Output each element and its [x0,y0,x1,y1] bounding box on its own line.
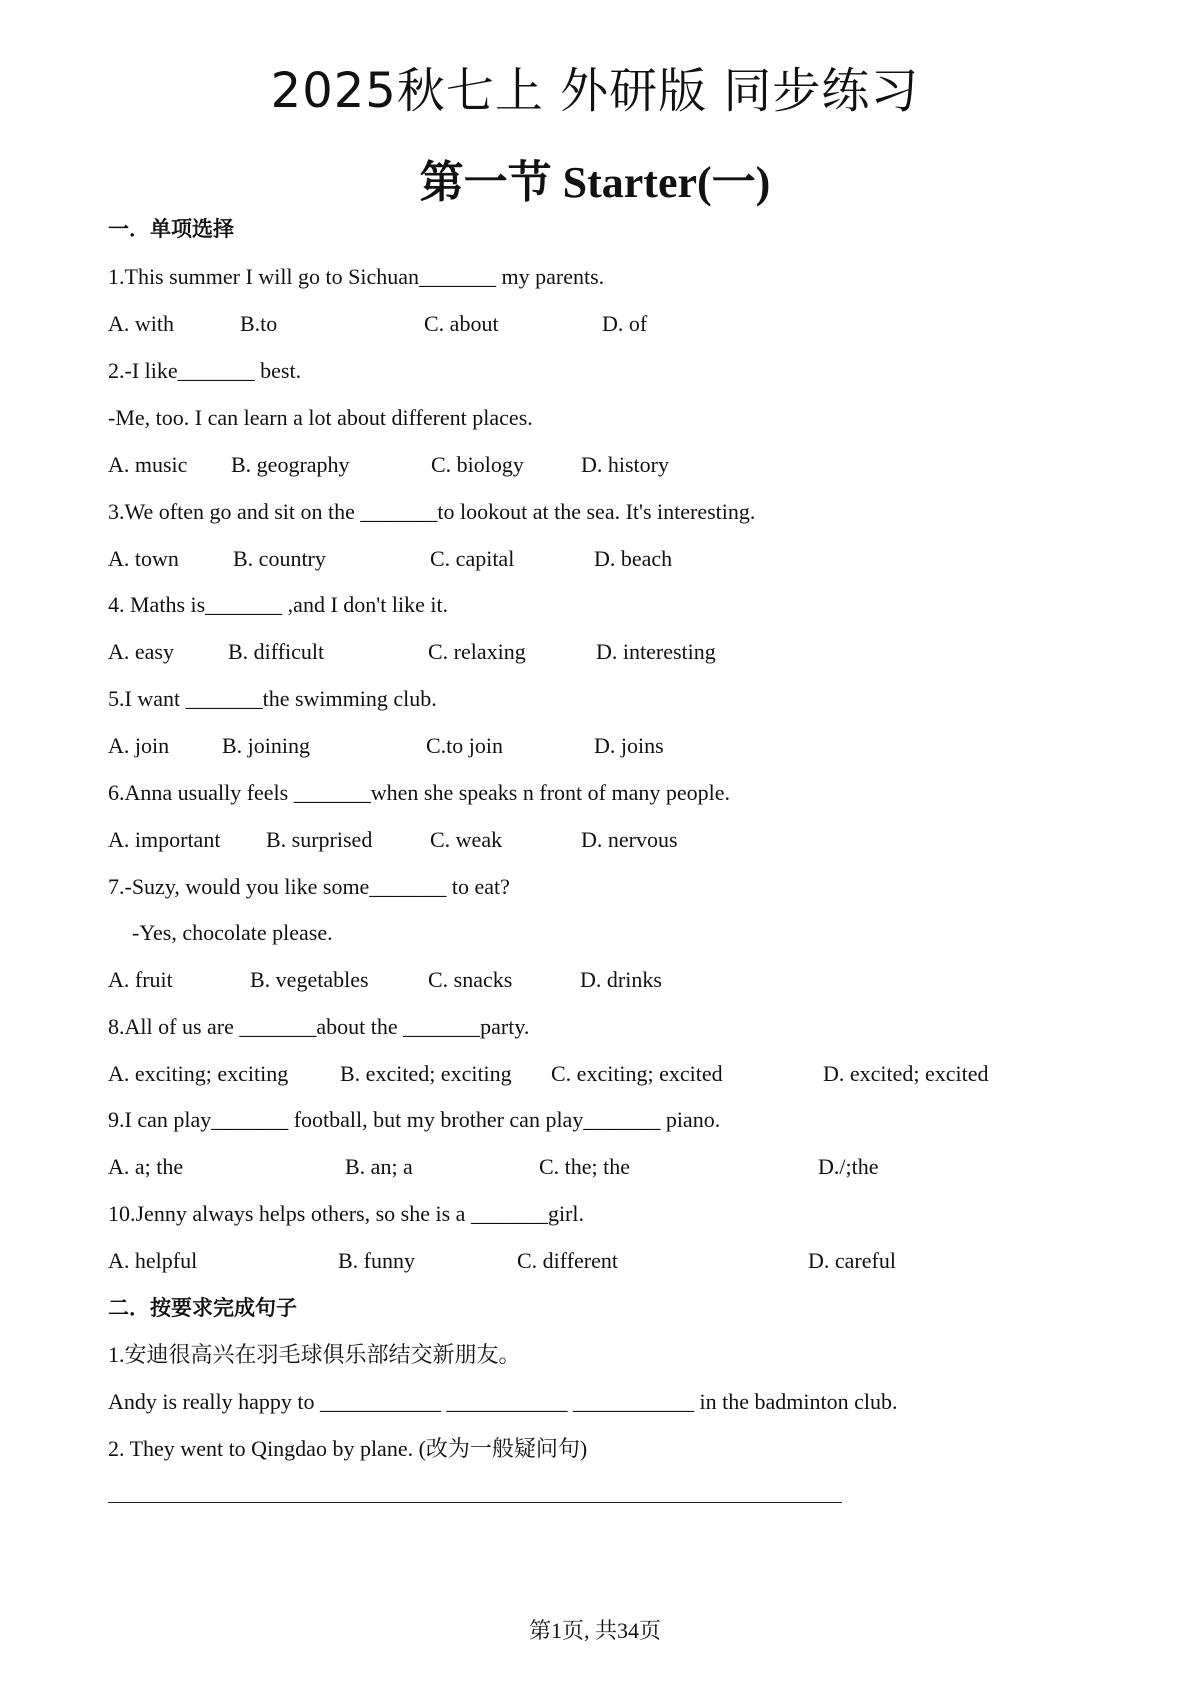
q9-option-c: C. the; the [539,1154,631,1179]
q7-option-d: D. drinks [580,967,662,992]
part2-item-2-prompt: 2. They went to Qingdao by plane. (改为一般疑问句) [108,1436,588,1461]
q7-option-a: A. fruit [108,967,173,992]
question-7-reply: -Yes, chocolate please. [132,920,333,945]
q6-option-a: A. important [108,827,221,852]
q4-option-b: B. difficult [228,639,325,664]
q8-option-d: D. excited; excited [823,1061,989,1086]
section-title: 第一节 Starter(一) [419,158,771,207]
q5-option-b: B. joining [222,733,311,758]
q4-option-c: C. relaxing [428,639,526,664]
part2-item-1-answer: Andy is really happy to ___________ ___________ ___________ in the badminton club. [108,1389,898,1414]
question-2: 2.-I like_______ best. [108,358,302,383]
question-3: 3.We often go and sit on the _______to lookout at the sea. It's interesting. [108,499,756,524]
q8-option-a: A. exciting; exciting [108,1061,289,1086]
question-8: 8.All of us are _______about the _______party. [108,1014,530,1039]
q7-option-c: C. snacks [428,967,513,992]
q9-option-b: B. an; a [345,1154,413,1179]
q3-option-d: D. beach [594,546,673,571]
answer-line [108,1502,842,1503]
page-number: 第1页, 共34页 [528,1618,661,1643]
q8-option-c: C. exciting; excited [551,1061,723,1086]
question-2-reply: -Me, too. I can learn a lot about different places. [108,405,533,430]
question-6: 6.Anna usually feels _______when she speaks n front of many people. [108,780,730,805]
q1-option-d: D. of [602,311,648,336]
q5-option-d: D. joins [594,733,664,758]
question-7: 7.-Suzy, would you like some_______ to eat? [108,874,510,899]
q6-option-d: D. nervous [581,827,678,852]
q5-option-c: C.to join [426,733,504,758]
q10-option-c: C. different [517,1248,619,1273]
question-4: 4. Maths is_______ ,and I don't like it. [108,592,449,617]
question-10: 10.Jenny always helps others, so she is a _______girl. [108,1201,584,1226]
part1-heading: 一．单项选择 [108,217,234,241]
part2-heading: 二．按要求完成句子 [108,1296,297,1320]
q10-option-d: D. careful [808,1248,896,1273]
q2-option-b: B. geography [231,452,350,477]
q2-option-a: A. music [108,452,188,477]
q3-option-c: C. capital [430,546,515,571]
q1-option-c: C. about [424,311,499,336]
q7-option-b: B. vegetables [250,967,369,992]
q9-option-d: D./;the [818,1154,879,1179]
q1-option-b: B.to [240,311,278,336]
q10-option-b: B. funny [338,1248,415,1273]
q6-option-b: B. surprised [266,827,373,852]
q4-option-a: A. easy [108,639,174,664]
q5-option-a: A. join [108,733,170,758]
q2-option-d: D. history [581,452,669,477]
q3-option-b: B. country [233,546,326,571]
q3-option-a: A. town [108,546,179,571]
q8-option-b: B. excited; exciting [340,1061,512,1086]
part2-item-1-prompt: 1.安迪很高兴在羽毛球俱乐部结交新朋友。 [108,1342,521,1367]
question-5: 5.I want _______the swimming club. [108,686,437,711]
q10-option-a: A. helpful [108,1248,198,1273]
q2-option-c: C. biology [431,452,524,477]
q4-option-d: D. interesting [596,639,716,664]
q9-option-a: A. a; the [108,1154,184,1179]
question-9: 9.I can play_______ football, but my brother can play_______ piano. [108,1107,721,1132]
question-1: 1.This summer I will go to Sichuan_______ my parents. [108,264,605,289]
q1-option-a: A. with [108,311,174,336]
q6-option-c: C. weak [430,827,503,852]
document-title: 2025秋七上 外研版 同步练习 [270,63,920,119]
